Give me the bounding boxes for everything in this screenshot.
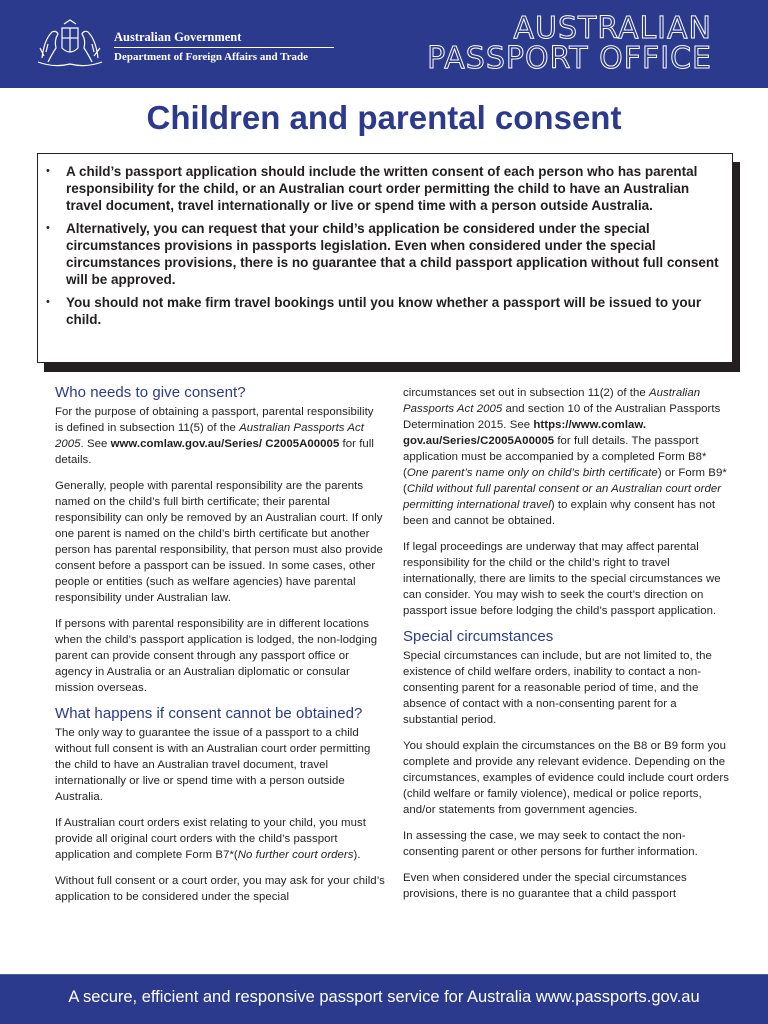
passport-office-logo xyxy=(427,11,712,76)
text: and section 10 of the Australian Passports Determination 2015. See xyxy=(403,403,721,431)
text: for full details. xyxy=(55,438,374,466)
comlaw-link[interactable]: www.comlaw.gov.au/Series/ C2005A00005 xyxy=(110,438,340,450)
paragraph xyxy=(55,815,385,863)
divider xyxy=(0,974,768,975)
text: ). xyxy=(353,849,361,861)
paragraph: The only way to guarantee the issue of a passport to a child without full consent is with an Australian court order permitting the child to have an Australian travel document, travel internationally or live or spend time with a person outside Australia. xyxy=(55,727,371,803)
department-name: Department of Foreign Affairs and Trade xyxy=(114,51,309,63)
form-b9-name: Child without full parental consent or an Australian court order permitting international travel xyxy=(403,483,722,511)
paragraph: If legal proceedings are underway that may affect parental responsibility for the child or the child’s right to travel internationally, there are limits to the special circumstances we can consider. You may wish to seek the court’s direction on passport issue before lodging the child’s passport application. xyxy=(403,541,721,617)
key-point-text: A child’s passport application should include the written consent of each person who has parental responsibility for the child, or an Australian court order permitting the child to have an Australian travel document, travel internationally or live or spend time with a person outside Australia. xyxy=(66,164,698,213)
header-banner xyxy=(0,0,768,88)
paragraph: Special circumstances can include, but are not limited to, the existence of child welfare orders, inability to contact a non-consenting parent for a reasonable period of time, and the absence of contact with a non-consenting parent for a substantial period. xyxy=(403,650,712,726)
right-column xyxy=(403,385,733,912)
paragraph: Without full consent or a court order, you may ask for your child’s application to be considered under the special xyxy=(55,875,385,903)
paragraph xyxy=(403,385,733,529)
text: ) to explain why consent has not been and cannot be obtained. xyxy=(403,499,716,527)
paragraph: You should explain the circumstances on the B8 or B9 form you complete and provide any relevant evidence. Depending on the circumstances, examples of evidence could include court orders (child welfare or family violence), medical or police reports, and/or statements from government agencies. xyxy=(403,740,729,816)
text: ) or Form B9* ( xyxy=(403,467,727,495)
text: For the purpose of obtaining a passport, parental responsibility is defined in subsection 11(5) of the xyxy=(55,406,374,434)
page-title: Children and parental consent xyxy=(146,99,622,136)
paragraph: Even when considered under the special circumstances provisions, there is no guarantee that a child passport xyxy=(403,872,687,900)
paragraph: In assessing the case, we may seek to contact the non-consenting parent or other persons for further information. xyxy=(403,830,698,858)
government-name: Australian Government xyxy=(114,30,242,44)
key-points-box xyxy=(37,153,733,363)
text: circumstances set out in subsection 11(2) of the xyxy=(403,387,649,399)
key-point xyxy=(46,220,722,288)
key-point-text: Alternatively, you can request that your child’s application be considered under the special circumstances provisions in passports legislation. Even when considered under the special circumstances provisions, there is no guarantee that a child passport application without full consent will be approved. xyxy=(66,221,719,287)
bullet-icon: • xyxy=(46,165,50,177)
office-title-line2: PASSPORT OFFICE xyxy=(427,41,712,76)
text: for full details. The passport application must be accompanied by a completed Form B8* ( xyxy=(403,435,707,479)
comlaw-link[interactable]: https://www.comlaw. gov.au/Series/C2005A00005 xyxy=(403,419,647,447)
form-b8-name: One parent’s name only on child’s birth certificate xyxy=(406,467,658,479)
section-heading-special-circumstances: Special circumstances xyxy=(403,628,554,645)
act-name: Australian Passports Act 2005 xyxy=(55,422,364,450)
bullet-icon: • xyxy=(46,222,50,234)
footer-tagline: A secure, efficient and responsive passport service for Australia www.passports.gov.au xyxy=(68,988,700,1006)
government-identity xyxy=(114,30,334,64)
section-heading-no-consent: What happens if consent cannot be obtained? xyxy=(55,705,363,722)
office-title-line1: AUSTRALIAN xyxy=(513,11,712,46)
key-point xyxy=(46,294,722,328)
text: . See xyxy=(80,438,111,450)
text: If Australian court orders exist relating to your child, you must provide all original court orders with the child’s passport application and complete Form B7*( xyxy=(55,817,366,861)
coat-of-arms-icon xyxy=(34,18,106,70)
key-point xyxy=(46,163,722,214)
section-heading-who-consents: Who needs to give consent? xyxy=(55,384,246,401)
left-column xyxy=(55,385,385,915)
form-name: No further court orders xyxy=(237,849,354,861)
bullet-icon: • xyxy=(46,296,50,308)
paragraph xyxy=(55,404,385,468)
act-name: Australian Passports Act 2005 xyxy=(403,387,701,415)
footer-banner xyxy=(0,974,768,1024)
key-point-text: You should not make firm travel bookings until you know whether a passport will be issued to your child. xyxy=(66,295,702,327)
divider xyxy=(114,47,334,48)
paragraph: If persons with parental responsibility are in different locations when the child’s passport application is lodged, the non-lodging parent can provide consent through any passport office or agency in Australia or an Australian diplomatic or consular mission overseas. xyxy=(55,618,378,694)
paragraph: Generally, people with parental responsibility are the parents named on the child’s full birth certificate; their parental responsibility can only be removed by an Australian court. If only one parent is named on the child’s birth certificate but another person has parental responsibility, that person must also provide consent before a passport can be issued. In some cases, other people or entities (such as welfare agencies) have parental responsibility under Australian law. xyxy=(55,480,383,604)
